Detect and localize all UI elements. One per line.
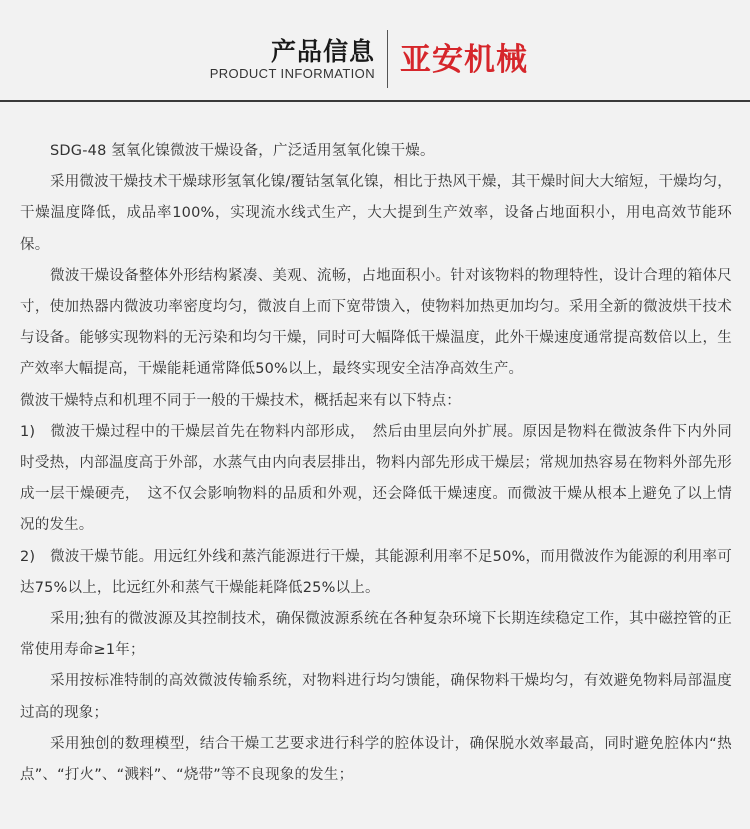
paragraph-microwave-source: 采用;独有的微波源及其控制技术，确保微波源系统在各种复杂环境下长期连续稳定工作，其中磁控管的正常使用寿命≥1年；: [20, 611, 732, 659]
paragraph-cavity-design: 采用独创的数理模型，结合干燥工艺要求进行科学的腔体设计，确保脱水效率最高，同时避免腔体内“热点”、“打火”、“溅料”、“烧带”等不良现象的发生；: [20, 735, 732, 784]
section-header: [0, 0, 750, 104]
paragraph-intro: SDG-48 氢氧化镍微波干燥设备，广泛适用氢氧化镍干燥。: [50, 143, 435, 159]
product-description: [20, 136, 732, 791]
paragraph-structure: 微波干燥设备整体外形结构紧凑、美观、流畅，占地面积小。针对该物料的物理特性，设计合理的箱体尺寸，使加热器内微波功率密度均匀，微波自上而下宽带馈入，使物料加热更加均匀。采用全新的微波烘干技术与设备。能够实现物料的无污染和均匀干燥，同时可大幅降低干燥温度，此外干燥速度通常提高数倍以上，生产效率大幅提高，干燥能耗通常降低50%以上，最终实现安全洁净高效生产。: [20, 267, 732, 378]
brand-name: 亚安机械: [400, 42, 528, 78]
section-title-en: PRODUCT INFORMATION: [209, 66, 375, 81]
section-title-cn: 产品信息: [270, 37, 375, 66]
paragraph-features-heading: 微波干燥特点和机理不同于一般的干燥技术，概括起来有以下特点：: [20, 392, 461, 409]
header-rule: [0, 100, 750, 102]
paragraph-technology: 采用微波干燥技术干燥球形氢氧化镍/覆钴氢氧化镍，相比于热风干燥，其干燥时间大大缩短，干燥均匀，干燥温度降低，成品率100%，实现流水线式生产，大大提到生产效率，设备占地面积小，用电高效节能环保。: [20, 174, 732, 253]
feature-item-1: 1) 微波干燥过程中的干燥层首先在物料内部形成， 然后由里层向外扩展。原因是物料在微波条件下内外同时受热，内部温度高于外部，水蒸气由内向表层排出，物料内部先形成干燥层；常规加热容易在物料外部先形成一层干燥硬壳， 这不仅会影响物料的品质和外观，还会降低干燥速度。而微波干燥从根本上避免了以上情况的发生。: [20, 423, 732, 534]
paragraph-transmission: 采用按标准特制的高效微波传输系统，对物料进行均匀馈能，确保物料干燥均匀，有效避免物料局部温度过高的现象；: [20, 673, 732, 721]
feature-item-2: 2) 微波干燥节能。用远红外线和蒸汽能源进行干燥，其能源利用率不足50%，而用微波作为能源的利用率可达75%以上，比远红外和蒸气干燥能耗降低25%以上。: [20, 548, 732, 596]
header-divider: [387, 30, 388, 88]
